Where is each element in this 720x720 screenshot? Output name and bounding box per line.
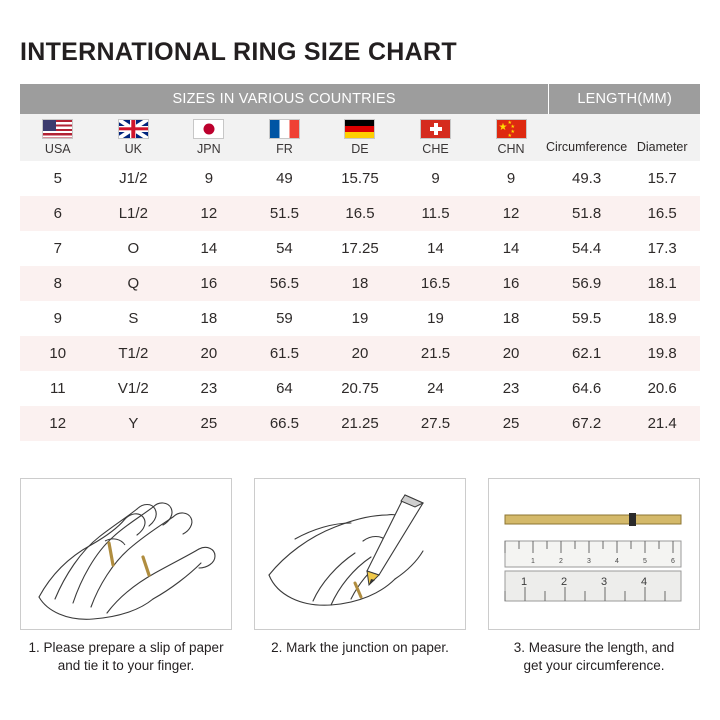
step-3-illustration-box bbox=[488, 478, 700, 630]
cell-diameter: 19.8 bbox=[624, 336, 700, 371]
hand-marking-paper-with-pen-icon bbox=[255, 479, 466, 630]
svg-text:1: 1 bbox=[521, 576, 528, 588]
cell-che: 14 bbox=[398, 231, 474, 266]
column-header-che bbox=[398, 114, 474, 161]
cell-uk: T1/2 bbox=[96, 336, 172, 371]
cell-jpn: 20 bbox=[171, 336, 247, 371]
hand-with-paper-strip-icon bbox=[21, 479, 232, 630]
column-header-jpn bbox=[171, 114, 247, 161]
cell-chn: 20 bbox=[473, 336, 549, 371]
column-label-fr: FR bbox=[276, 142, 293, 156]
table-row bbox=[20, 406, 700, 441]
page-title: INTERNATIONAL RING SIZE CHART bbox=[20, 38, 457, 66]
cell-jpn: 16 bbox=[171, 266, 247, 301]
cell-diameter: 18.9 bbox=[624, 301, 700, 336]
cell-fr: 51.5 bbox=[247, 196, 323, 231]
step-2-illustration-box bbox=[254, 478, 466, 630]
cell-de: 16.5 bbox=[322, 196, 398, 231]
instruction-panels bbox=[20, 478, 700, 675]
cell-usa: 5 bbox=[20, 161, 96, 196]
column-label-che: CHE bbox=[422, 142, 449, 156]
column-label-usa: USA bbox=[44, 142, 71, 156]
table-row bbox=[20, 196, 700, 231]
table-country-flag-row bbox=[20, 114, 700, 161]
column-header-diameter bbox=[624, 114, 700, 161]
cell-de: 17.25 bbox=[322, 231, 398, 266]
column-header-circumference bbox=[545, 114, 628, 161]
step-1-illustration-box bbox=[20, 478, 232, 630]
cell-circumference: 62.1 bbox=[549, 336, 625, 371]
svg-text:4: 4 bbox=[615, 558, 619, 565]
cell-de: 19 bbox=[322, 301, 398, 336]
table-row bbox=[20, 266, 700, 301]
cell-fr: 66.5 bbox=[247, 406, 323, 441]
cell-uk: Q bbox=[96, 266, 172, 301]
cell-che: 24 bbox=[398, 371, 474, 406]
instruction-step-1 bbox=[20, 478, 232, 675]
cell-chn: 9 bbox=[473, 161, 549, 196]
cell-de: 18 bbox=[322, 266, 398, 301]
table-row bbox=[20, 161, 700, 196]
svg-text:2: 2 bbox=[561, 576, 568, 588]
cell-circumference: 64.6 bbox=[549, 371, 625, 406]
cell-che: 27.5 bbox=[398, 406, 474, 441]
flag-japan-icon bbox=[193, 119, 224, 139]
table-row bbox=[20, 336, 700, 371]
column-header-de bbox=[322, 114, 398, 161]
cell-chn: 25 bbox=[473, 406, 549, 441]
cell-diameter: 18.1 bbox=[624, 266, 700, 301]
flag-france-icon bbox=[269, 119, 300, 139]
cell-che: 19 bbox=[398, 301, 474, 336]
cell-usa: 9 bbox=[20, 301, 96, 336]
cell-che: 16.5 bbox=[398, 266, 474, 301]
svg-text:3: 3 bbox=[601, 576, 608, 588]
cell-usa: 10 bbox=[20, 336, 96, 371]
cell-uk: L1/2 bbox=[96, 196, 172, 231]
svg-text:1: 1 bbox=[531, 558, 535, 565]
step-2-caption: 2. Mark the junction on paper. bbox=[271, 640, 449, 655]
column-header-uk bbox=[96, 114, 172, 161]
cell-jpn: 12 bbox=[171, 196, 247, 231]
cell-che: 21.5 bbox=[398, 336, 474, 371]
cell-fr: 61.5 bbox=[247, 336, 323, 371]
cell-fr: 56.5 bbox=[247, 266, 323, 301]
cell-uk: O bbox=[96, 231, 172, 266]
ruler-measuring-paper-strip-icon bbox=[489, 479, 700, 630]
svg-text:2: 2 bbox=[559, 558, 563, 565]
cell-che: 11.5 bbox=[398, 196, 474, 231]
cell-circumference: 49.3 bbox=[549, 161, 625, 196]
cell-fr: 59 bbox=[247, 301, 323, 336]
column-header-fr bbox=[247, 114, 323, 161]
column-label-circumference: Circumference bbox=[545, 140, 628, 154]
cell-usa: 11 bbox=[20, 371, 96, 406]
cell-circumference: 59.5 bbox=[549, 301, 625, 336]
table-row bbox=[20, 371, 700, 406]
column-label-uk: UK bbox=[124, 142, 142, 156]
cell-de: 21.25 bbox=[322, 406, 398, 441]
svg-text:6: 6 bbox=[671, 558, 675, 565]
cell-usa: 12 bbox=[20, 406, 96, 441]
cell-usa: 8 bbox=[20, 266, 96, 301]
flag-usa-icon bbox=[42, 119, 73, 139]
cell-de: 15.75 bbox=[322, 161, 398, 196]
cell-fr: 54 bbox=[247, 231, 323, 266]
cell-diameter: 21.4 bbox=[624, 406, 700, 441]
cell-jpn: 18 bbox=[171, 301, 247, 336]
flag-germany-icon bbox=[344, 119, 375, 139]
size-chart-table-container bbox=[20, 84, 700, 441]
group-header-length: LENGTH(MM) bbox=[549, 84, 700, 114]
column-header-chn bbox=[473, 114, 549, 161]
svg-text:4: 4 bbox=[641, 576, 648, 588]
column-label-jpn: JPN bbox=[197, 142, 221, 156]
cell-fr: 64 bbox=[247, 371, 323, 406]
cell-de: 20 bbox=[322, 336, 398, 371]
cell-chn: 18 bbox=[473, 301, 549, 336]
cell-de: 20.75 bbox=[322, 371, 398, 406]
cell-jpn: 9 bbox=[171, 161, 247, 196]
cell-chn: 16 bbox=[473, 266, 549, 301]
table-row bbox=[20, 231, 700, 266]
cell-chn: 14 bbox=[473, 231, 549, 266]
cell-uk: J1/2 bbox=[96, 161, 172, 196]
cell-che: 9 bbox=[398, 161, 474, 196]
cell-uk: V1/2 bbox=[96, 371, 172, 406]
svg-text:5: 5 bbox=[643, 558, 647, 565]
column-label-diameter: Diameter bbox=[636, 140, 688, 154]
cell-usa: 7 bbox=[20, 231, 96, 266]
instruction-step-3 bbox=[488, 478, 700, 675]
cell-circumference: 56.9 bbox=[549, 266, 625, 301]
cell-fr: 49 bbox=[247, 161, 323, 196]
flag-switzerland-icon bbox=[420, 119, 451, 139]
cell-chn: 23 bbox=[473, 371, 549, 406]
table-row bbox=[20, 301, 700, 336]
svg-text:3: 3 bbox=[587, 558, 591, 565]
cell-uk: S bbox=[96, 301, 172, 336]
cell-usa: 6 bbox=[20, 196, 96, 231]
cell-uk: Y bbox=[96, 406, 172, 441]
flag-china-icon: ★ ★ ★ ★ ★ bbox=[496, 119, 527, 139]
table-group-header-row bbox=[20, 84, 700, 114]
step-3-caption: 3. Measure the length, and get your circumference. bbox=[513, 640, 675, 673]
cell-diameter: 17.3 bbox=[624, 231, 700, 266]
cell-circumference: 51.8 bbox=[549, 196, 625, 231]
step-1-caption: 1. Please prepare a slip of paper and tie it to your finger. bbox=[28, 640, 224, 673]
ring-size-table bbox=[20, 84, 700, 441]
column-label-de: DE bbox=[351, 142, 369, 156]
cell-diameter: 20.6 bbox=[624, 371, 700, 406]
column-header-usa bbox=[20, 114, 96, 161]
column-label-chn: CHN bbox=[497, 142, 525, 156]
cell-chn: 12 bbox=[473, 196, 549, 231]
cell-jpn: 25 bbox=[171, 406, 247, 441]
cell-diameter: 15.7 bbox=[624, 161, 700, 196]
cell-circumference: 54.4 bbox=[549, 231, 625, 266]
cell-circumference: 67.2 bbox=[549, 406, 625, 441]
instruction-step-2 bbox=[254, 478, 466, 675]
table-body bbox=[20, 161, 700, 441]
cell-jpn: 23 bbox=[171, 371, 247, 406]
cell-diameter: 16.5 bbox=[624, 196, 700, 231]
group-header-countries: SIZES IN VARIOUS COUNTRIES bbox=[20, 84, 549, 114]
cell-jpn: 14 bbox=[171, 231, 247, 266]
flag-uk-icon bbox=[118, 119, 149, 139]
